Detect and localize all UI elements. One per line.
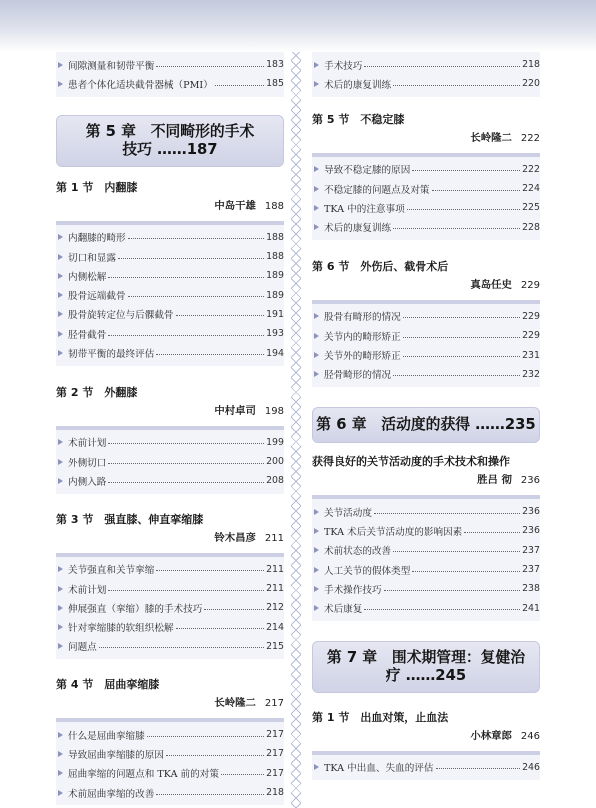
section-page: 236 [520,474,540,486]
toc-entry[interactable] [312,502,540,521]
dot-leader [364,66,520,67]
triangle-bullet-icon [314,81,319,87]
entry-title: 韧带平衡的最终评估 [68,349,155,361]
triangle-bullet-icon [58,292,63,298]
right-column [312,52,540,780]
toc-entry[interactable] [56,228,284,247]
toc-entry[interactable] [312,598,540,617]
triangle-bullet-icon [314,509,319,515]
dot-leader [156,570,264,571]
section-author [312,129,540,147]
entry-title: TKA 中的注意事项 [324,203,405,215]
entry-title: 股骨旋转定位与后髁截骨 [68,310,174,322]
entry-title: 手术技巧 [324,60,363,72]
entry-page: 237 [522,564,540,575]
entry-page: 246 [522,761,540,773]
entry-title: 关节强直和关节挛缩 [68,565,155,577]
entry-page: 199 [266,436,284,448]
toc-entry[interactable] [56,343,284,362]
dot-leader [384,590,521,591]
toc-entry[interactable] [56,55,284,74]
triangle-bullet-icon [58,478,63,484]
entry-page: 217 [266,767,284,779]
entry-page: 211 [266,583,284,594]
entry-page: 228 [522,221,540,233]
toc-entry[interactable] [312,198,540,217]
entry-title: TKA 中出血、失血的评估 [324,763,434,775]
entry-page: 218 [522,59,540,71]
toc-entry[interactable] [312,326,540,345]
entry-title: 胫骨截骨 [68,329,107,341]
toc-entry[interactable] [312,160,540,179]
entry-page: 237 [522,544,540,556]
toc-entry[interactable] [312,541,540,560]
dot-leader [147,736,264,737]
dot-leader [156,354,264,355]
section-page: 211 [264,532,284,544]
toc-entry[interactable] [312,74,540,93]
dot-leader [108,277,264,278]
toc-entry[interactable] [312,307,540,326]
triangle-bullet-icon [314,166,319,172]
entry-title: 术前状态的改善 [324,546,392,558]
entry-page: 229 [522,310,540,322]
dot-leader [176,628,265,629]
triangle-bullet-icon [58,81,63,87]
chapter-title-line: 技巧 ……187 [122,140,218,158]
entry-list [312,751,540,780]
entry-title: 患者个体化适块截骨器械（PMI） [68,79,213,91]
section-title[interactable]: 第 1 节 出血对策，止血法 [312,710,449,724]
toc-entry[interactable] [56,764,284,783]
dot-leader [364,609,520,610]
entry-list [56,553,284,659]
entry-page: 236 [522,525,540,537]
entry-page: 222 [522,163,540,175]
dot-leader [393,551,520,552]
triangle-bullet-icon [314,224,319,230]
entry-page: 189 [266,270,284,282]
dot-leader [108,482,264,483]
dot-leader [156,794,264,795]
triangle-bullet-icon [314,586,319,592]
dot-leader [108,335,264,336]
chapter-6-banner[interactable] [312,407,540,443]
section-author [312,276,540,294]
section-title[interactable]: 第 1 节 内翻膝 [56,180,138,194]
entry-title: 不稳定膝的问题点及对策 [324,184,430,196]
entry-title: 外侧切口 [68,457,107,469]
entry-page: 217 [266,748,284,760]
author-name: 中村卓司 [214,404,256,417]
toc-entry[interactable] [312,179,540,198]
entry-list [56,718,284,805]
entry-page: 188 [266,251,284,263]
triangle-bullet-icon [58,234,63,240]
entry-page: 208 [266,475,284,487]
left-column [56,52,284,805]
entry-title: TKA 术后关节活动度的影响因素 [324,526,463,538]
dot-leader [412,571,520,572]
triangle-bullet-icon [58,459,63,465]
triangle-bullet-icon [58,331,63,337]
dot-leader [393,228,520,229]
triangle-bullet-icon [314,186,319,192]
toc-entry[interactable] [56,598,284,617]
triangle-bullet-icon [58,566,63,572]
toc-entry[interactable] [56,266,284,285]
toc-entry[interactable] [56,471,284,490]
triangle-bullet-icon [58,643,63,649]
triangle-bullet-icon [58,751,63,757]
entry-title: 什么是屈曲挛缩膝 [68,730,145,742]
toc-entry[interactable] [56,617,284,636]
author-name: 胜吕 彻 [477,473,512,486]
entry-page: 224 [522,183,540,195]
section-page: 217 [264,698,284,710]
triangle-bullet-icon [314,333,319,339]
dot-leader [128,238,265,239]
entry-title: 术前屈曲挛缩的改善 [68,788,155,800]
section-page: 222 [520,132,540,144]
entry-title: 股骨远端截骨 [68,291,126,303]
section-title[interactable]: 第 2 节 外翻膝 [56,385,138,399]
author-name: 铃木昌彦 [214,531,256,544]
dot-leader [166,755,264,756]
triangle-bullet-icon [314,371,319,377]
toc-entry[interactable] [312,758,540,777]
author-name: 长岭隆二 [470,131,512,144]
triangle-bullet-icon [314,313,319,319]
toc-entry[interactable] [56,579,284,598]
section-page: 246 [520,730,540,742]
toc-entry[interactable] [312,365,540,384]
entry-page: 191 [266,308,284,320]
entry-title: 人工关节的假体类型 [324,565,411,577]
entry-title: 关节内的畸形矫正 [324,331,401,343]
triangle-bullet-icon [314,567,319,573]
toc-entry[interactable] [56,324,284,343]
entry-title: 间隙测量和韧带平衡 [68,60,155,72]
entry-page: 232 [522,368,540,380]
dot-leader [118,258,264,259]
toc-entry[interactable] [312,345,540,364]
entry-page: 194 [266,347,284,359]
chapter-title-line: 第 6 章 活动度的获得 ……235 [316,415,536,433]
section-title[interactable]: 获得良好的关节活动度的手术技术和操作 [312,454,510,468]
author-name: 小林章郎 [470,729,512,742]
toc-entry[interactable] [312,560,540,579]
toc-entry[interactable] [56,247,284,266]
entry-list [56,52,284,97]
section-author [56,197,284,215]
triangle-bullet-icon [314,547,319,553]
entry-title: 导致不稳定膝的原因 [324,165,411,177]
dot-leader [436,768,521,769]
entry-page: 212 [266,602,284,614]
toc-entry[interactable] [56,433,284,452]
triangle-bullet-icon [314,352,319,358]
triangle-bullet-icon [58,624,63,630]
entry-page: 183 [266,59,284,71]
chapter-title-line: 疗 ……245 [385,666,467,684]
toc-entry[interactable] [312,55,540,74]
entry-page: 200 [266,456,284,468]
dot-leader [464,532,520,533]
triangle-bullet-icon [58,62,63,68]
dot-leader [221,774,264,775]
triangle-bullet-icon [314,605,319,611]
entry-title: 屈曲挛缩的问题点和 TKA 前的对策 [68,769,219,781]
toc-entry[interactable] [56,74,284,93]
entry-title: 术后的康复训练 [324,79,392,91]
entry-page: 215 [266,640,284,652]
entry-page: 238 [522,583,540,595]
entry-list [312,52,540,97]
section-page: 229 [520,279,540,291]
chapter-title-line: 第 7 章 围术期管理：复健治 [326,648,526,666]
section-page: 188 [264,200,284,212]
entry-page: 241 [522,602,540,614]
entry-title: 胫骨畸形的情况 [324,370,392,382]
entry-page: 188 [266,231,284,243]
triangle-bullet-icon [58,790,63,796]
triangle-bullet-icon [58,311,63,317]
toc-entry[interactable] [56,452,284,471]
entry-page: 217 [266,729,284,741]
entry-title: 针对挛缩膝的软组织松解 [68,623,174,635]
toc-entry[interactable] [56,560,284,579]
toc-entry[interactable] [56,744,284,763]
section-author [56,529,284,547]
entry-page: 189 [266,289,284,301]
toc-entry[interactable] [312,579,540,598]
dot-leader [215,85,264,86]
entry-list [312,300,540,387]
dot-leader [412,170,520,171]
entry-page: 236 [522,506,540,518]
triangle-bullet-icon [58,254,63,260]
triangle-bullet-icon [58,350,63,356]
dot-leader [108,463,264,464]
entry-list [56,221,284,366]
section-page: 198 [264,405,284,417]
entry-title: 术前计划 [68,584,107,596]
entry-title: 关节外的畸形矫正 [324,351,401,363]
toc-entry[interactable] [56,725,284,744]
section-author [56,402,284,420]
entry-list [312,495,540,621]
chapter-title-line: 第 5 章 不同畸形的手术 [85,122,255,140]
author-name: 长岭隆二 [214,697,256,710]
dot-leader [403,337,520,338]
triangle-bullet-icon [314,528,319,534]
dot-leader [407,209,520,210]
toc-entry[interactable] [56,637,284,656]
entry-title: 手术操作技巧 [324,584,382,596]
dot-leader [403,317,520,318]
section-title[interactable]: 第 4 节 屈曲挛缩膝 [56,678,160,692]
entry-title: 内翻膝的畸形 [68,233,126,245]
entry-title: 术后的康复训练 [324,223,392,235]
dot-leader [108,443,264,444]
chapter-5-banner[interactable] [56,115,284,167]
dot-leader [108,590,264,591]
dot-leader [176,315,265,316]
triangle-bullet-icon [58,732,63,738]
triangle-bullet-icon [314,205,319,211]
entry-page: 193 [266,328,284,340]
dot-leader [99,647,264,648]
chapter-7-banner[interactable] [312,641,540,693]
section-author [312,471,540,489]
section-author [56,694,284,712]
triangle-bullet-icon [58,586,63,592]
dot-leader [393,85,520,86]
entry-page: 218 [266,787,284,799]
author-name: 中岛干雄 [214,199,256,212]
triangle-bullet-icon [58,273,63,279]
entry-page: 211 [266,563,284,575]
entry-title: 股骨有畸形的情况 [324,312,401,324]
dot-leader [432,190,521,191]
section-title[interactable]: 第 6 节 外伤后、截骨术后 [312,259,449,273]
entry-title: 术后康复 [324,604,363,616]
dot-leader [156,66,264,67]
header-band [0,0,596,52]
entry-title: 内侧松解 [68,271,107,283]
entry-page: 185 [266,78,284,90]
toc-entry[interactable] [312,217,540,236]
dot-leader [204,609,264,610]
entry-page: 231 [522,349,540,361]
entry-list [312,153,540,240]
entry-title: 关节活动度 [324,507,372,519]
dot-leader [393,375,520,376]
triangle-bullet-icon [314,62,319,68]
toc-entry[interactable] [56,285,284,304]
entry-title: 问题点 [68,642,97,654]
entry-page: 229 [522,330,540,342]
triangle-bullet-icon [58,439,63,445]
section-title[interactable]: 第 5 节 不稳定膝 [312,112,405,126]
section-title[interactable]: 第 3 节 强直膝、伸直挛缩膝 [56,512,204,526]
entry-title: 伸展强直（挛缩）膝的手术技巧 [68,603,203,615]
dot-leader [128,296,265,297]
toc-entry[interactable] [312,521,540,540]
entry-page: 214 [266,621,284,633]
section-author [312,727,540,745]
dot-leader [403,356,520,357]
entry-title: 导致屈曲挛缩膝的原因 [68,749,164,761]
entry-title: 术前计划 [68,438,107,450]
entry-list [56,426,284,494]
triangle-bullet-icon [58,770,63,776]
triangle-bullet-icon [58,605,63,611]
triangle-bullet-icon [314,764,319,770]
toc-entry[interactable] [56,783,284,802]
entry-title: 内侧入路 [68,476,107,488]
toc-entry[interactable] [56,305,284,324]
entry-title: 切口和显露 [68,252,116,264]
column-divider [291,52,301,808]
dot-leader [374,513,520,514]
author-name: 真岛任史 [470,278,512,291]
entry-page: 225 [522,202,540,214]
entry-page: 220 [522,78,540,90]
